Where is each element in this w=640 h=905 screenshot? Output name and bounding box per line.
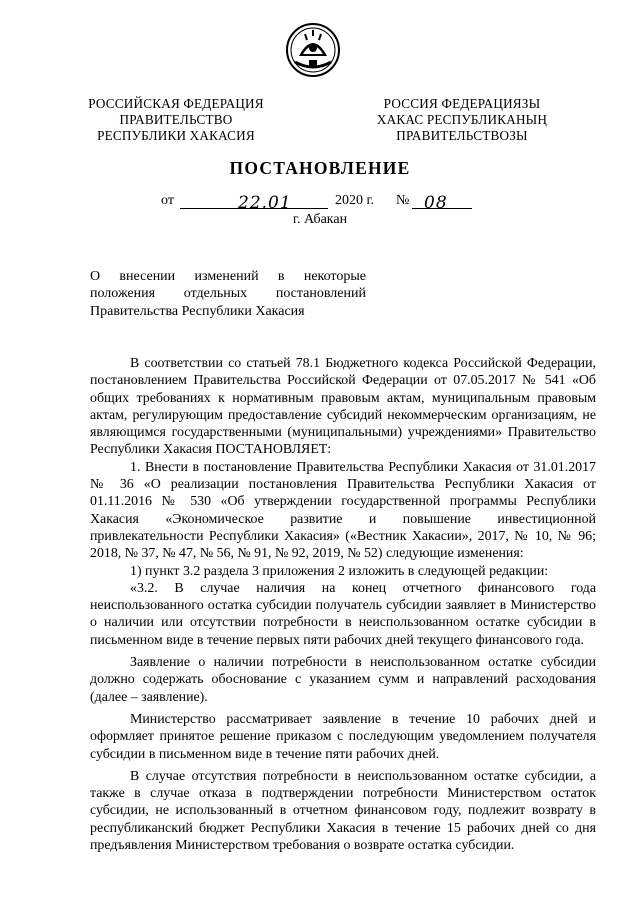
date-handwritten: 22.01	[238, 193, 292, 213]
header-left-line-3: РЕСПУБЛИКИ ХАКАСИЯ	[97, 128, 255, 143]
number-label: №	[396, 193, 410, 208]
header-right	[372, 96, 552, 144]
header-right-line-1: РОССИЯ ФЕДЕРАЦИЯЗЫ	[383, 96, 541, 111]
document-body	[90, 355, 596, 854]
subject-line-1: О внесении изменений в некоторые	[90, 269, 366, 284]
paragraph-preamble: В соответствии со статьей 78.1 Бюджетного кодекса Российской Федерации, постановлением Правительства Российской Федерации от 07.05.2017 № 541 «Об общих требованиях к нормативным правовым актам, муниципальным правовым актам, регулирующим предоставление субсидий некоммерческим организациям, не являющимся государственными (муниципальными) учреждениями» Правительство Республики Хакасия ПОСТАНОВЛЯЕТ:	[90, 356, 596, 458]
header-right-line-3: ПРАВИТЕЛЬСТВОЗЫ	[396, 128, 528, 143]
year-label: 2020 г.	[335, 193, 375, 208]
subject-line-2: положения отдельных постановлений	[90, 286, 366, 302]
paragraph-item-1: 1. Внести в постановление Правительства Республики Хакасия от 31.01.2017 № 36 «О реализации постановления Правительства Республики Хакасия от 01.11.2016 № 530 «Об утверждении государственной программы Республики Хакасия «Экономическое развитие и повышение инвестиционной привлекательности Республики Хакасия» («Вестник Хакасии», 2017, № 10, № 96; 2018, № 37, № 47, № 56, № 91, № 92, 2019, № 52) следующие изменения:	[90, 459, 596, 562]
number-handwritten: 08	[424, 193, 448, 213]
paragraph-subitem-1: 1) пункт 3.2 раздела 3 приложения 2 изложить в следующей редакции:	[130, 563, 549, 579]
paragraph-ministry-review: Министерство рассматривает заявление в течение 10 рабочих дней и оформляет принятое решение приказом с последующим уведомлением получателя субсидии в письменном виде в течение пяти рабочих дней.	[90, 711, 596, 762]
header-right-line-2: ХАКАС РЕСПУБЛИКАНЫҢ	[376, 112, 548, 127]
date-from-label: от	[161, 193, 174, 208]
header-left	[86, 96, 266, 144]
paragraph-refund: В случае отсутствия потребности в неиспользованном остатке субсидии, а также в случае отказа в подтверждении потребности Министерством остаток субсидии, не использованный в отчетном финансовом году, подлежит возврату в республиканский бюджет Республики Хакасия в течение 15 рабочих дней со дня предъявления Министерством требования о возврате остатка субсидии.	[90, 768, 596, 854]
date-number-line	[0, 193, 640, 213]
paragraph-application: Заявление о наличии потребности в неиспользованном остатке субсидии должно содержать обоснование с указанием сумм и направлений расходования (далее – заявление).	[90, 655, 596, 705]
city-line: г. Абакан	[292, 212, 348, 227]
header-left-line-1: РОССИЙСКАЯ ФЕДЕРАЦИЯ	[88, 96, 264, 111]
paragraph-clause-3-2: «3.2. В случае наличия на конец отчетного финансового года неиспользованного остатка субсидии получатель субсидии заявляет в Министерство о наличии или отсутствии потребности в неиспользованном остатке субсидии в письменном виде в течение первых пяти рабочих дней текущего финансового года.	[90, 580, 596, 648]
subject-line-3: Правительства Республики Хакасия	[90, 303, 305, 319]
subject-block	[90, 268, 366, 320]
document-title: ПОСТАНОВЛЕНИЕ	[229, 158, 411, 178]
header-left-line-2: ПРАВИТЕЛЬСТВО	[119, 112, 233, 127]
coat-of-arms-emblem	[285, 22, 341, 78]
